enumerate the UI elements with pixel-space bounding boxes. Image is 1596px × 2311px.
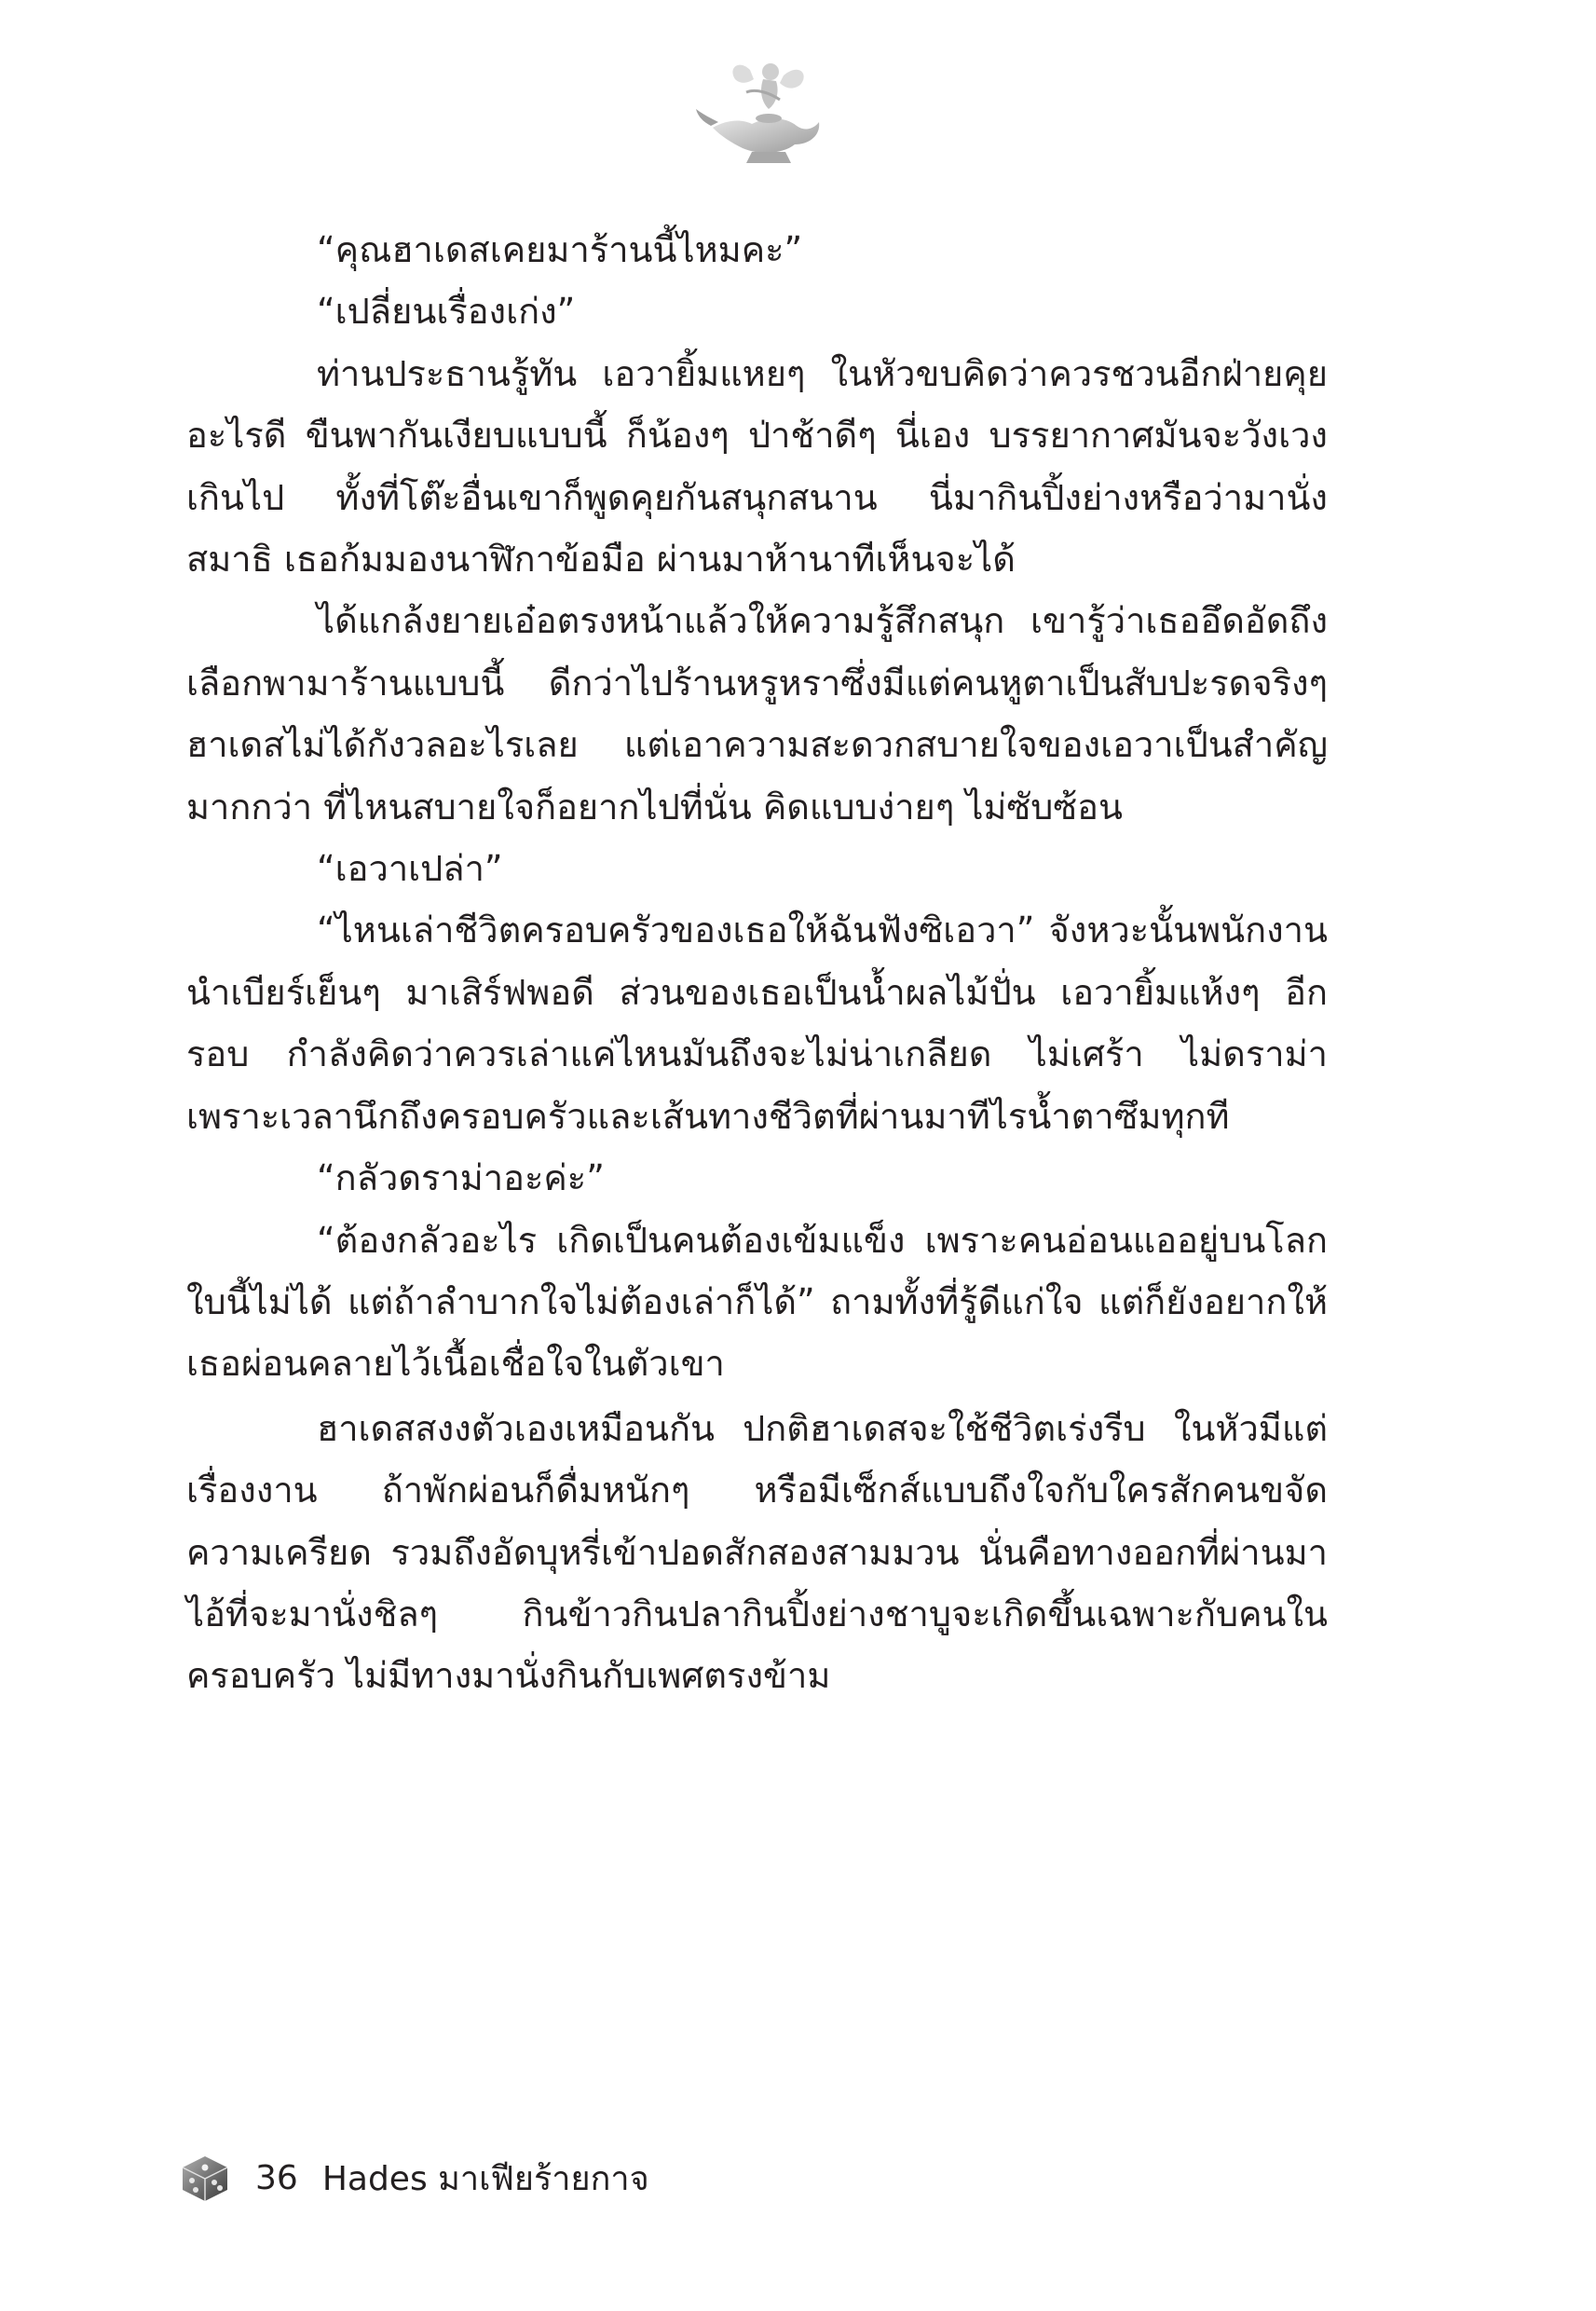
page-footer bbox=[175, 2148, 649, 2208]
paragraph: “เปลี่ยนเรื่องเก่ง” bbox=[317, 291, 576, 333]
paragraph: ได้แกล้งยายเอ๋อตรงหน้าแล้วให้ความรู้สึกสนุก เขารู้ว่าเธออึดอัดถึงเลือกพามาร้านแบบนี้ ดีกว่าไปร้านหรูหราซึ่งมีแต่คนหูตาเป็นสับปะรดจริงๆ ฮาเดสไม่ได้กังวลอะไรเลย แต่เอาความสะดวกสบายใจของเอวาเป็นสำคัญมากกว่า ที่ไหนสบายใจก็อยากไปที่นั่น คิดแบบง่ายๆ ไม่ซับซ้อน bbox=[186, 600, 1328, 827]
paragraph: “ไหนเล่าชีวิตครอบครัวของเธอให้ฉันฟังซิเอวา” จังหวะนั้นพนักงานนำเบียร์เย็นๆ มาเสิร์ฟพอดี ส่วนของเธอเป็นน้ำผลไม้ปั่น เอวายิ้มแห้งๆ อีกรอบ กำลังคิดว่าควรเล่าแค่ไหนมันถึงจะไม่น่าเกลียด ไม่เศร้า ไม่ดราม่า เพราะเวลานึกถึงครอบครัวและเส้นทางชีวิตที่ผ่านมาทีไรน้ำตาซึมทุกที bbox=[186, 909, 1328, 1137]
paragraph: “ต้องกลัวอะไร เกิดเป็นคนต้องเข้มแข็ง เพราะคนอ่อนแออยู่บนโลกใบนี้ไม่ได้ แต่ถ้าลำบากใจไม่ต้องเล่าก็ได้” ถามทั้งที่รู้ดีแก่ใจ แต่ก็ยังอยากให้เธอผ่อนคลายไว้เนื้อเชื่อใจในตัวเขา bbox=[186, 1219, 1328, 1385]
dice-icon bbox=[175, 2149, 233, 2207]
cupid-genie-lamp-icon bbox=[694, 51, 825, 177]
paragraph: ฮาเดสสงงตัวเองเหมือนกัน ปกติฮาเดสจะใช้ชีวิตเร่งรีบ ในหัวมีแต่เรื่องงาน ถ้าพักผ่อนก็ดื่มหนักๆ หรือมีเซ็กส์แบบถึงใจกับใครสักคนขจัดความเครียด รวมถึงอัดบุหรี่เข้าปอดสักสองสามมวน นั่นคือทางออกที่ผ่านมา ไอ้ที่จะมานั่งชิลๆ กินข้าวกินปลากินปิ้งย่างชาบูจะเกิดขึ้นเฉพาะกับคนในครอบครัว ไม่มีทางมานั่งกินกับเพศตรงข้าม bbox=[186, 1407, 1328, 1697]
book-title: Hades มาเฟียร้ายกาจ bbox=[321, 2159, 649, 2198]
paragraph: “คุณฮาเดสเคยมาร้านนี้ไหมคะ” bbox=[317, 229, 803, 270]
body-text bbox=[186, 219, 1328, 1707]
page-number: 36 bbox=[255, 2158, 298, 2197]
paragraph: “เอวาเปล่า” bbox=[317, 848, 503, 890]
paragraph: ท่านประธานรู้ทัน เอวายิ้มแหยๆ ในหัวขบคิดว่าควรชวนอีกฝ่ายคุยอะไรดี ขืนพากันเงียบแบบนี้ ก็น้องๆ ป่าช้าดีๆ นี่เอง บรรยากาศมันจะวังเวงเกินไป ทั้งที่โต๊ะอื่นเขาก็พูดคุยกันสนุกสนาน นี่มากินปิ้งย่างหรือว่ามานั่งสมาธิ เธอก้มมองนาฬิกาข้อมือ ผ่านมาห้านาทีเห็นจะได้ bbox=[186, 352, 1328, 581]
paragraph: “กลัวดราม่าอะค่ะ” bbox=[317, 1157, 605, 1199]
